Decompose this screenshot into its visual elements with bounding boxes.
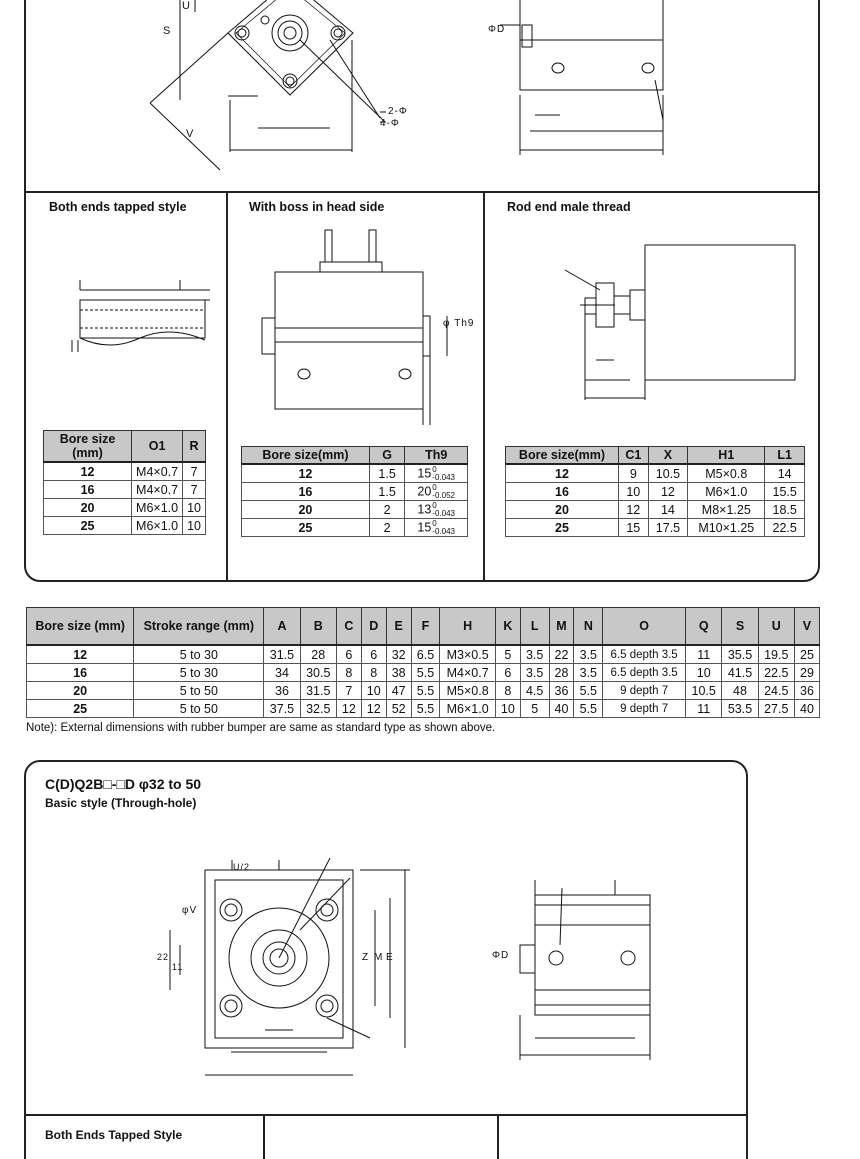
footer-title-tapped: Both Ends Tapped Style bbox=[45, 1128, 183, 1142]
label-m: M bbox=[374, 952, 384, 963]
col-header: X bbox=[648, 447, 688, 465]
col-header: C1 bbox=[618, 447, 648, 465]
col-header: D bbox=[361, 608, 386, 646]
col-header: Bore size(mm) bbox=[506, 447, 619, 465]
col-header: V bbox=[794, 608, 819, 646]
label-s: S bbox=[163, 25, 172, 37]
col-header: M bbox=[549, 608, 574, 646]
cylinder-side-drawing-top bbox=[500, 0, 663, 155]
tolerance-cell: 20 0 -0.052 bbox=[405, 483, 468, 501]
table-row: 25 15 17.5 M10×1.25 22.5 bbox=[506, 519, 805, 537]
col-header: E bbox=[386, 608, 411, 646]
col-header: F bbox=[411, 608, 440, 646]
tapped-style-drawing bbox=[72, 280, 210, 352]
col-header: R bbox=[183, 431, 206, 463]
label-phi-d-bottom: ΦD bbox=[492, 950, 510, 961]
col-header: B bbox=[300, 608, 336, 646]
rotated-flange-drawing bbox=[150, 0, 386, 170]
table-row: 20 2 13 0 -0.043 bbox=[242, 501, 468, 519]
note-text: Note): External dimensions with rubber bumper are same as standard type as shown above. bbox=[26, 722, 496, 734]
rod-end-drawing bbox=[565, 245, 795, 400]
boss-head-drawing bbox=[262, 230, 447, 425]
col-header: K bbox=[495, 608, 520, 646]
col-header: A bbox=[264, 608, 300, 646]
table-tapped bbox=[43, 430, 206, 535]
label-v: V bbox=[186, 128, 195, 140]
section-title: C(D)Q2B□-□D φ32 to 50 bbox=[45, 776, 202, 792]
label-z: Z bbox=[362, 952, 370, 963]
table-row: 25 2 15 0 -0.043 bbox=[242, 519, 468, 537]
col-header: H bbox=[440, 608, 496, 646]
col-header: Q bbox=[686, 608, 722, 646]
footer-divider bbox=[24, 1114, 748, 1116]
main-dimension-table bbox=[26, 607, 820, 718]
table-row: 16 10 12 M6×1.0 15.5 bbox=[506, 483, 805, 501]
label-e: E bbox=[386, 952, 394, 963]
table-row: 12 9 10.5 M5×0.8 14 bbox=[506, 464, 805, 483]
footer-column-divider-2 bbox=[497, 1114, 499, 1159]
footer-column-divider-1 bbox=[263, 1114, 265, 1159]
tolerance-cell: 15 0 -0.043 bbox=[405, 464, 468, 483]
col-header: H1 bbox=[688, 447, 765, 465]
subpanel-title-boss: With boss in head side bbox=[249, 200, 385, 214]
label-phi-d: ΦD bbox=[488, 24, 506, 35]
col-header: Bore size(mm) bbox=[242, 447, 370, 465]
col-header: O bbox=[603, 608, 686, 646]
col-header: C bbox=[336, 608, 361, 646]
tolerance-cell: 15 0 -0.043 bbox=[405, 519, 468, 537]
col-header: N bbox=[574, 608, 603, 646]
label-th9: φ Th9 bbox=[443, 318, 475, 329]
table-row: 16 1.5 20 0 -0.052 bbox=[242, 483, 468, 501]
table-rod-end bbox=[505, 446, 805, 537]
label-phi-v: φV bbox=[182, 905, 198, 916]
label-u2: U/2 bbox=[233, 862, 251, 872]
tolerance-cell: 13 0 -0.043 bbox=[405, 501, 468, 519]
col-header: L bbox=[520, 608, 549, 646]
col-header: U bbox=[758, 608, 794, 646]
col-header: Th9 bbox=[405, 447, 468, 465]
table-row: 16 5 to 30 34 30.5 8 8 38 5.5 M4×0.7 6 3.5 28 3.5 6.5 depth 3.5 10 41.5 22.5 29 bbox=[27, 664, 820, 682]
col-header: O1 bbox=[132, 431, 183, 463]
col-header: L1 bbox=[765, 447, 805, 465]
table-row: 12 1.5 15 0 -0.043 bbox=[242, 464, 468, 483]
label-4-phi: 4-Φ bbox=[380, 118, 400, 129]
table-row: 12 M4×0.7 7 bbox=[44, 462, 206, 481]
subpanel-title-rod-end: Rod end male thread bbox=[507, 200, 631, 214]
col-header: S bbox=[722, 608, 758, 646]
table-row: 25 5 to 50 37.5 32.5 12 12 52 5.5 M6×1.0 10 5 40 5.5 9 depth 7 11 53.5 27.5 40 bbox=[27, 700, 820, 718]
table-row: 20 M6×1.0 10 bbox=[44, 499, 206, 517]
label-11: 11 bbox=[172, 962, 184, 972]
table-row: 16 M4×0.7 7 bbox=[44, 481, 206, 499]
table-boss bbox=[241, 446, 468, 537]
table-row: 20 12 14 M8×1.25 18.5 bbox=[506, 501, 805, 519]
col-header: Bore size (mm) bbox=[27, 608, 134, 646]
subpanel-title-tapped: Both ends tapped style bbox=[49, 200, 187, 214]
col-header: G bbox=[369, 447, 404, 465]
table-row: 25 M6×1.0 10 bbox=[44, 517, 206, 535]
section-subtitle: Basic style (Through-hole) bbox=[45, 796, 197, 810]
col-header: Bore size (mm) bbox=[44, 431, 132, 463]
col-header: Stroke range (mm) bbox=[134, 608, 264, 646]
label-22: 22 bbox=[157, 952, 170, 962]
table-row: 12 5 to 30 31.5 28 6 6 32 6.5 M3×0.5 5 3.5 22 3.5 6.5 depth 3.5 11 35.5 19.5 25 bbox=[27, 645, 820, 664]
label-u: U bbox=[182, 0, 191, 12]
label-2-phi: 2-Φ bbox=[388, 106, 408, 117]
table-row: 20 5 to 50 36 31.5 7 10 47 5.5 M5×0.8 8 4.5 36 5.5 9 depth 7 10.5 48 24.5 36 bbox=[27, 682, 820, 700]
